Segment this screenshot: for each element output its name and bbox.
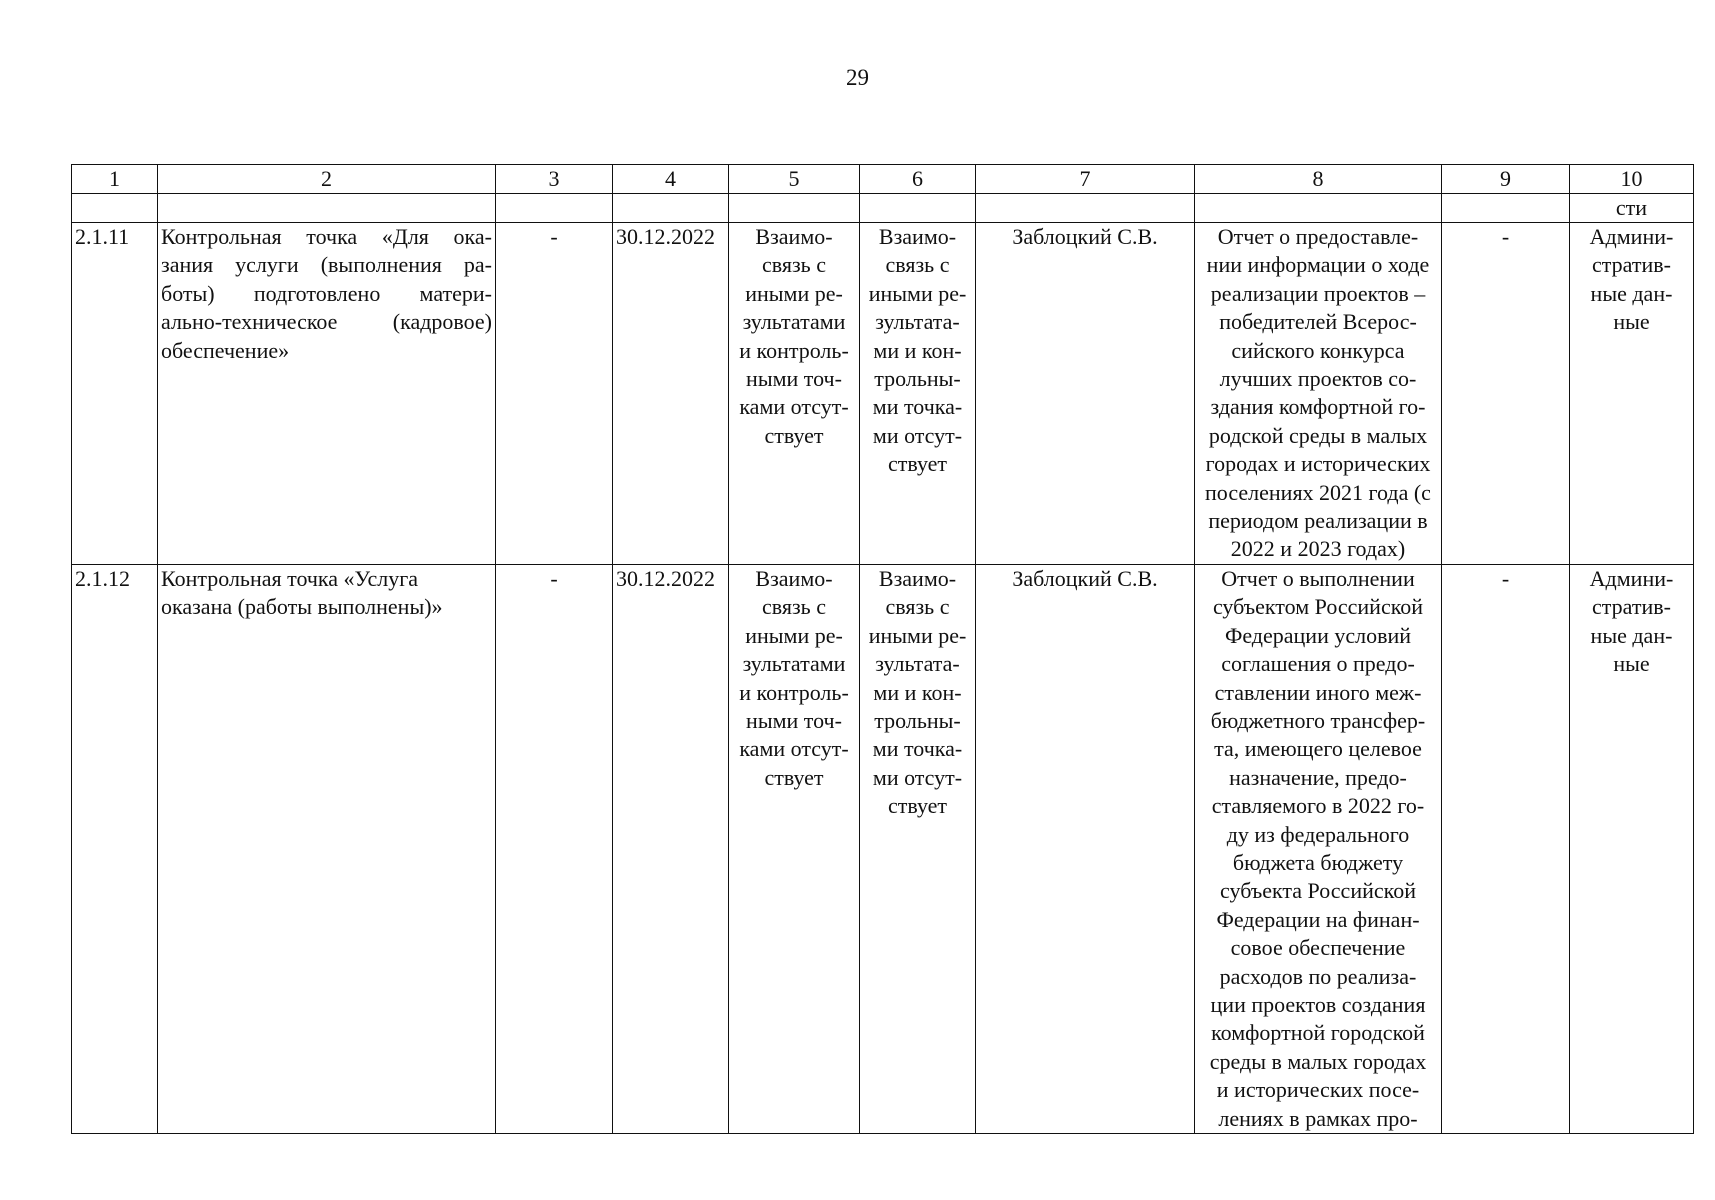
text-line: Взаимо-	[878, 565, 957, 591]
continuation-cell	[158, 194, 496, 223]
text-line: назначение, предо-	[1229, 764, 1407, 790]
column-number: 8	[1195, 165, 1442, 194]
text-line: ми точка-	[872, 736, 963, 762]
text-line: лучших проектов со-	[1219, 366, 1417, 392]
text-line: реализации проектов –	[1210, 280, 1426, 306]
column-3-value: -	[496, 564, 613, 1133]
text-line: обеспечение»	[161, 337, 290, 363]
text-line: зультатами	[742, 651, 846, 677]
text-line: Админи-	[1589, 565, 1674, 591]
column-9-value: -	[1442, 564, 1570, 1133]
text-line: трольны-	[874, 707, 961, 733]
text-line: Отчет о выполнении	[1221, 565, 1415, 591]
data-source	[1570, 564, 1694, 1133]
text-line: Федерации на финан-	[1216, 906, 1420, 932]
control-points-table	[71, 164, 1694, 1134]
column-number: 6	[860, 165, 976, 194]
text-line: поселениях 2021 года (с	[1205, 479, 1431, 505]
column-number: 5	[729, 165, 860, 194]
text-line: ками отсут-	[739, 736, 849, 762]
text-line: бюджета бюджету	[1232, 849, 1404, 875]
text-line: Контрольная точка «Услуга	[161, 565, 419, 591]
control-point-name	[158, 564, 496, 1133]
text-line: Федерации условий	[1224, 622, 1412, 648]
text-line: ные	[1613, 309, 1650, 335]
text-line: ми и кон-	[873, 337, 962, 363]
text-line: соглашения о предо-	[1221, 651, 1415, 677]
text-line: лениях в рамках про-	[1218, 1105, 1418, 1131]
text-line: комфортной городской	[1211, 1020, 1425, 1046]
continuation-cell	[976, 194, 1195, 223]
text-line: иными ре-	[868, 622, 967, 648]
text-line: зультата-	[875, 309, 960, 335]
continuation-cell	[729, 194, 860, 223]
text-line: стратив-	[1592, 252, 1671, 278]
text-line: ствует	[764, 422, 824, 448]
text-line: ции проектов создания	[1210, 991, 1426, 1017]
text-line: 2022 и 2023 годах)	[1230, 536, 1406, 562]
continuation-cell	[496, 194, 613, 223]
responsible-person: Заблоцкий С.В.	[976, 223, 1195, 565]
column-number-row	[72, 165, 1694, 194]
text-line: ми и кон-	[873, 679, 962, 705]
control-point-name	[158, 223, 496, 565]
continuation-cell	[1195, 194, 1442, 223]
text-line: зультата-	[875, 651, 960, 677]
text-line: расходов по реализа-	[1219, 963, 1417, 989]
result-document	[1195, 223, 1442, 565]
result-document	[1195, 564, 1442, 1133]
column-3-value: -	[496, 223, 613, 565]
continuation-cell	[1442, 194, 1570, 223]
column-9-value: -	[1442, 223, 1570, 565]
text-line: среды в малых городах	[1209, 1048, 1427, 1074]
relation-results	[729, 564, 860, 1133]
column-number: 7	[976, 165, 1195, 194]
text-line: оказана (работы выполнены)»	[161, 594, 443, 620]
text-line: ставляемого в 2022 го-	[1211, 793, 1425, 819]
text-line: и контроль-	[739, 679, 849, 705]
relation-control-points	[860, 223, 976, 565]
text-line: ными точ-	[746, 366, 842, 392]
text-line: городах и исторических	[1205, 451, 1431, 477]
text-line: родской среды в малых	[1208, 422, 1428, 448]
due-date: 30.12.2022	[613, 223, 729, 565]
text-line: Взаимо-	[755, 224, 833, 249]
text-line: та, имеющего целевое	[1214, 736, 1422, 762]
text-line: связь с	[762, 594, 826, 620]
continuation-cell	[72, 194, 158, 223]
table-row	[72, 223, 1694, 565]
relation-results	[729, 223, 860, 565]
text-line: боты) подготовлено матери-	[161, 280, 492, 306]
text-line: субъектом Российской	[1212, 594, 1424, 620]
responsible-person: Заблоцкий С.В.	[976, 564, 1195, 1133]
text-line: и контроль-	[739, 337, 849, 363]
text-line: трольны-	[874, 366, 961, 392]
text-line: бюджетного трансфер-	[1210, 707, 1426, 733]
text-line: зания услуги (выполнения ра-	[161, 252, 492, 278]
text-line: здания комфортной го-	[1210, 394, 1426, 420]
column-number: 3	[496, 165, 613, 194]
row-number: 2.1.11	[72, 223, 158, 565]
text-line: иными ре-	[868, 280, 967, 306]
column-number: 9	[1442, 165, 1570, 194]
text-line: ставлении иного меж-	[1214, 679, 1422, 705]
text-line: ствует	[764, 764, 824, 790]
data-source	[1570, 223, 1694, 565]
column-number: 1	[72, 165, 158, 194]
text-line: Отчет о предоставле-	[1217, 224, 1419, 249]
column-number: 4	[613, 165, 729, 194]
text-line: ми точка-	[872, 394, 963, 420]
text-line: связь с	[885, 594, 950, 620]
due-date: 30.12.2022	[613, 564, 729, 1133]
text-line: зультатами	[742, 309, 846, 335]
text-line: победителей Всерос-	[1219, 309, 1417, 335]
text-line: иными ре-	[745, 280, 843, 306]
text-line: ствует	[887, 793, 948, 819]
text-line: ми отсут-	[872, 422, 963, 448]
text-line: и исторических посе-	[1216, 1077, 1420, 1103]
text-line: Контрольная точка «Для ока-	[161, 224, 492, 249]
text-line: ками отсут-	[739, 394, 849, 420]
continuation-cell: сти	[1570, 194, 1694, 223]
text-line: ными точ-	[746, 707, 842, 733]
text-line: ные	[1613, 651, 1650, 677]
text-line: ные дан-	[1590, 622, 1673, 648]
row-number: 2.1.12	[72, 564, 158, 1133]
text-line: связь с	[885, 252, 950, 278]
text-line: периодом реализации в	[1208, 508, 1428, 534]
text-line: сийского конкурса	[1231, 337, 1405, 363]
text-line: нии информации о ходе	[1206, 252, 1430, 278]
text-line: ные дан-	[1590, 280, 1673, 306]
text-line: ми отсут-	[872, 764, 963, 790]
text-line: ду из федерального	[1226, 821, 1410, 847]
page-number: 29	[846, 65, 869, 90]
text-line: совое обеспечение	[1230, 935, 1406, 961]
text-line: Взаимо-	[878, 224, 957, 249]
continuation-cell	[860, 194, 976, 223]
column-number: 10	[1570, 165, 1694, 194]
text-line: стратив-	[1592, 594, 1671, 620]
continuation-cell	[613, 194, 729, 223]
continuation-row	[72, 194, 1694, 223]
text-line: ально-техническое (кадровое)	[161, 309, 492, 335]
text-line: субъекта Российской	[1220, 878, 1416, 904]
text-line: Админи-	[1589, 224, 1674, 249]
column-number: 2	[158, 165, 496, 194]
text-line: связь с	[762, 252, 826, 278]
text-line: иными ре-	[745, 622, 843, 648]
text-line: Взаимо-	[755, 565, 833, 591]
text-line: ствует	[887, 451, 948, 477]
table-row	[72, 564, 1694, 1133]
relation-control-points	[860, 564, 976, 1133]
